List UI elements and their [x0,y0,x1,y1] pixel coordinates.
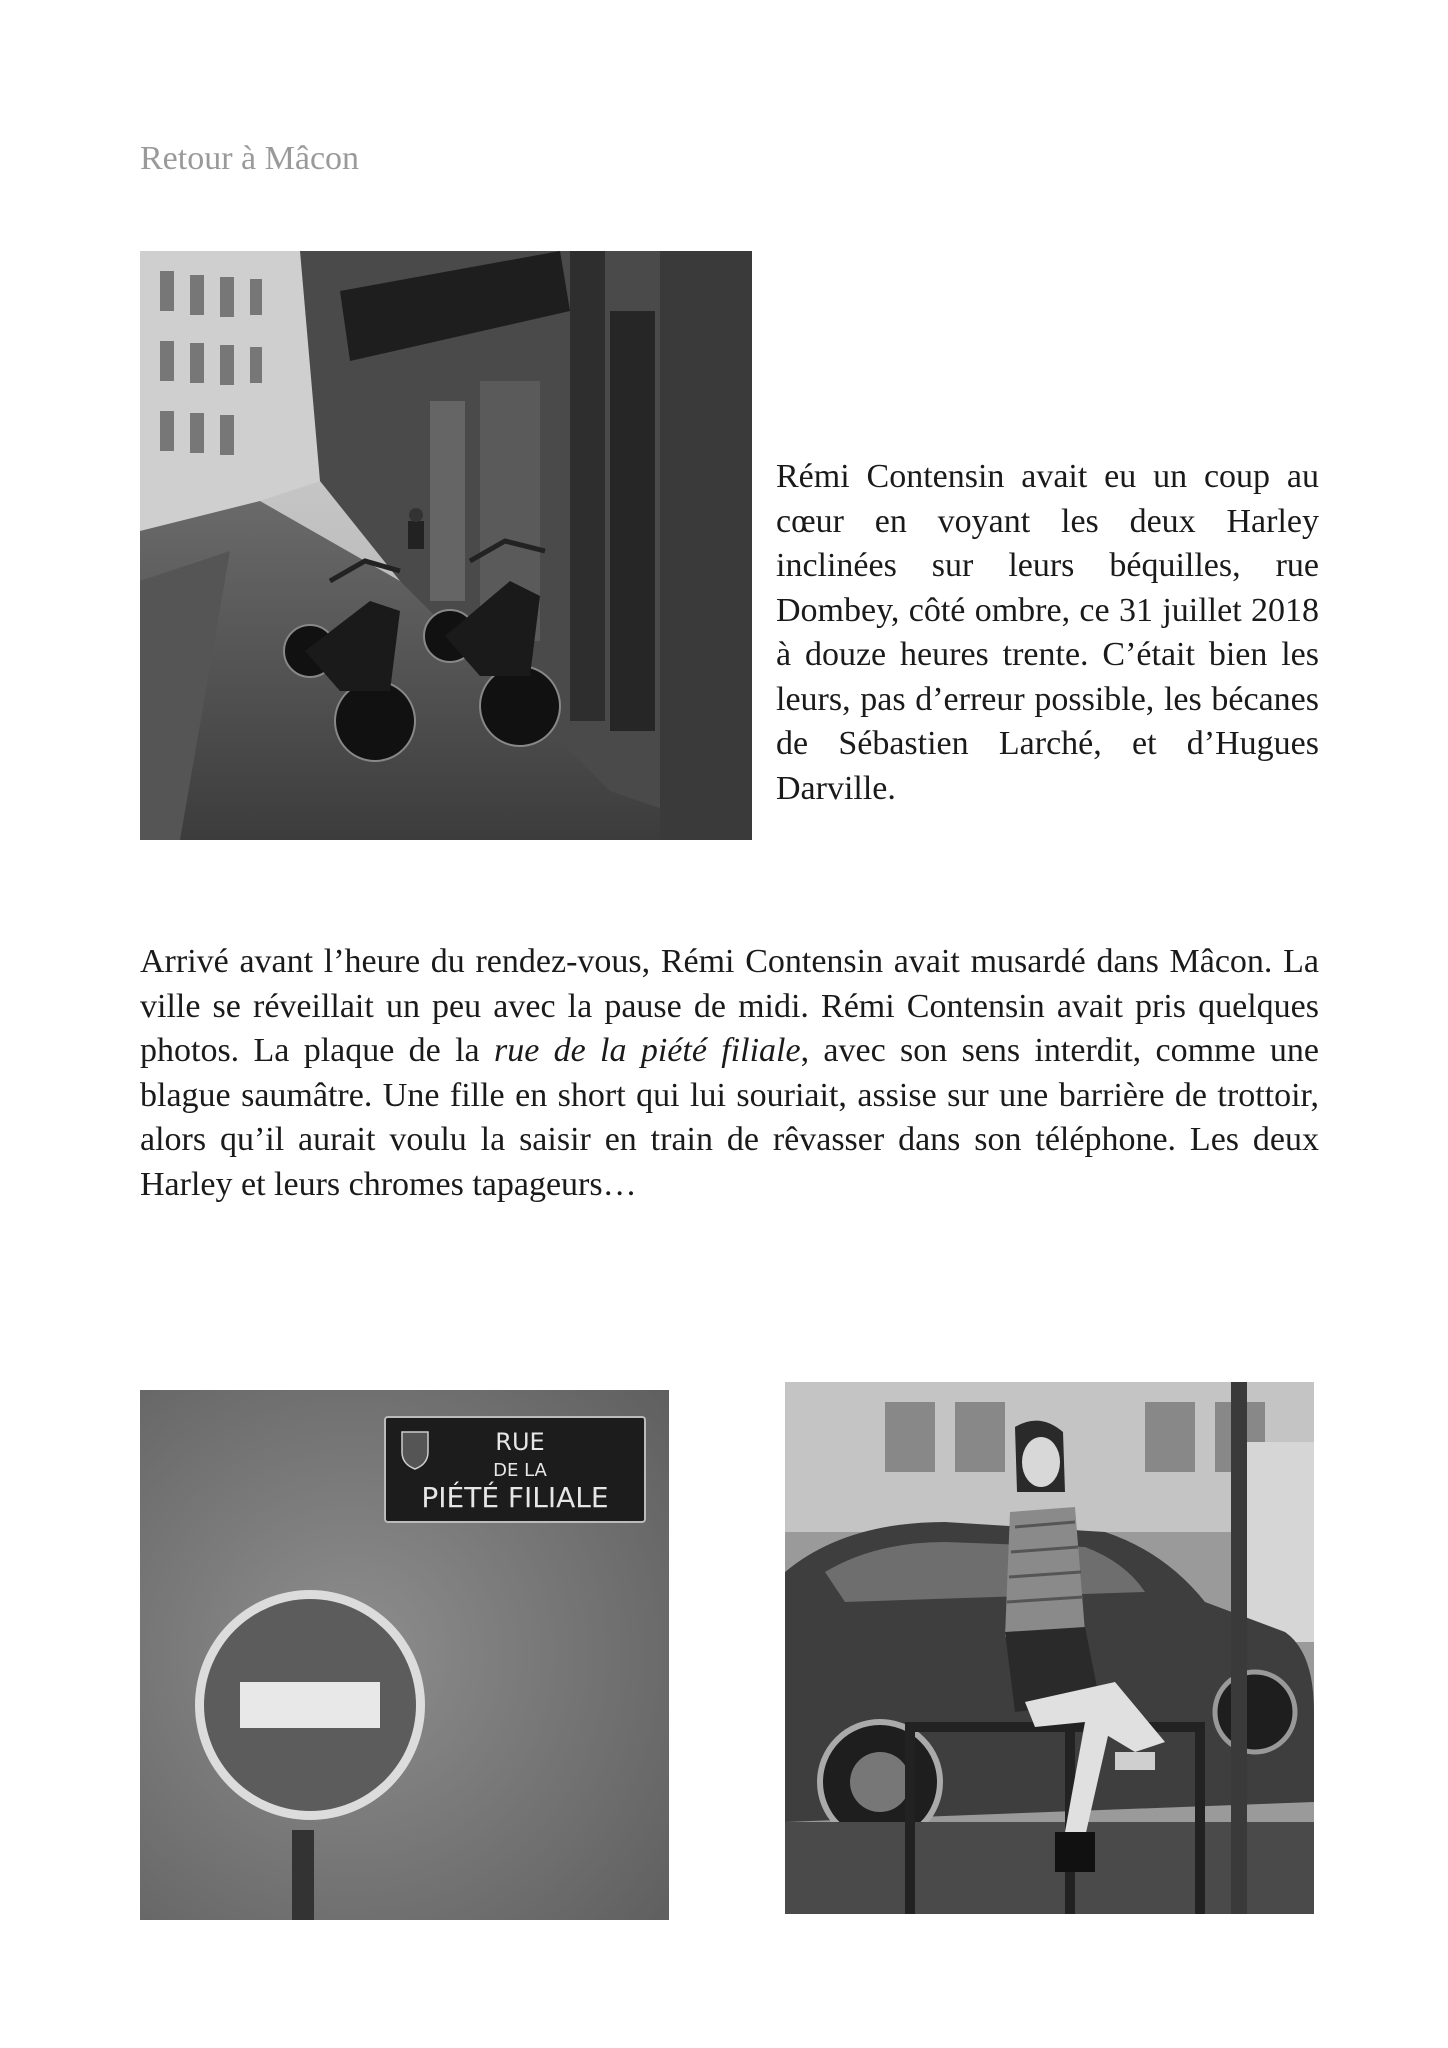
paragraph-text-end: , avec son sens interdit, comme une blague saumâtre. Une fille en short qui lui souriait, assise sur une barrière de trottoir, alors qu’il aurait voulu la saisir en train de rêvasser dans son téléphone. Les deux Harley et leurs chromes tapageurs… [140,1032,1319,1203]
street-name-italic: rue de la piété filiale [493,1032,801,1069]
sign-line-piete-filiale: PIÉTÉ FILIALE [421,1481,609,1514]
page-header: Retour à Mâcon [140,140,360,177]
no-entry-sign-icon [195,1590,425,1820]
paragraph-text-start: Arrivé avant l’heure du rendez-vous, Rémi Contensin avait musardé dans Mâcon. La ville se réveillait un peu avec la pause de midi. Rémi Contensin avait pris quelques photos. La plaque de la [140,943,1319,1069]
street-sign-photo [140,1390,669,1920]
woman-on-barrier-photo [785,1382,1314,1914]
motorcycles-photo [140,251,752,840]
paragraph-walk-in-macon [140,940,1319,1207]
sign-line-de-la: DE LA [493,1460,547,1481]
city-crest-icon [402,1432,428,1469]
paragraph-motorcycles: Rémi Contensin avait eu un coup au cœur en voyant les deux Harley inclinées sur leurs béquilles, rue Dombey, côté ombre, ce 31 juillet 2018 à douze heures trente. C’était bien les leurs, pas d’erreur possible, les bécanes de Sébastien Larché, et d’Hugues Darville. [776,458,1319,807]
sign-line-rue: RUE [495,1428,545,1456]
